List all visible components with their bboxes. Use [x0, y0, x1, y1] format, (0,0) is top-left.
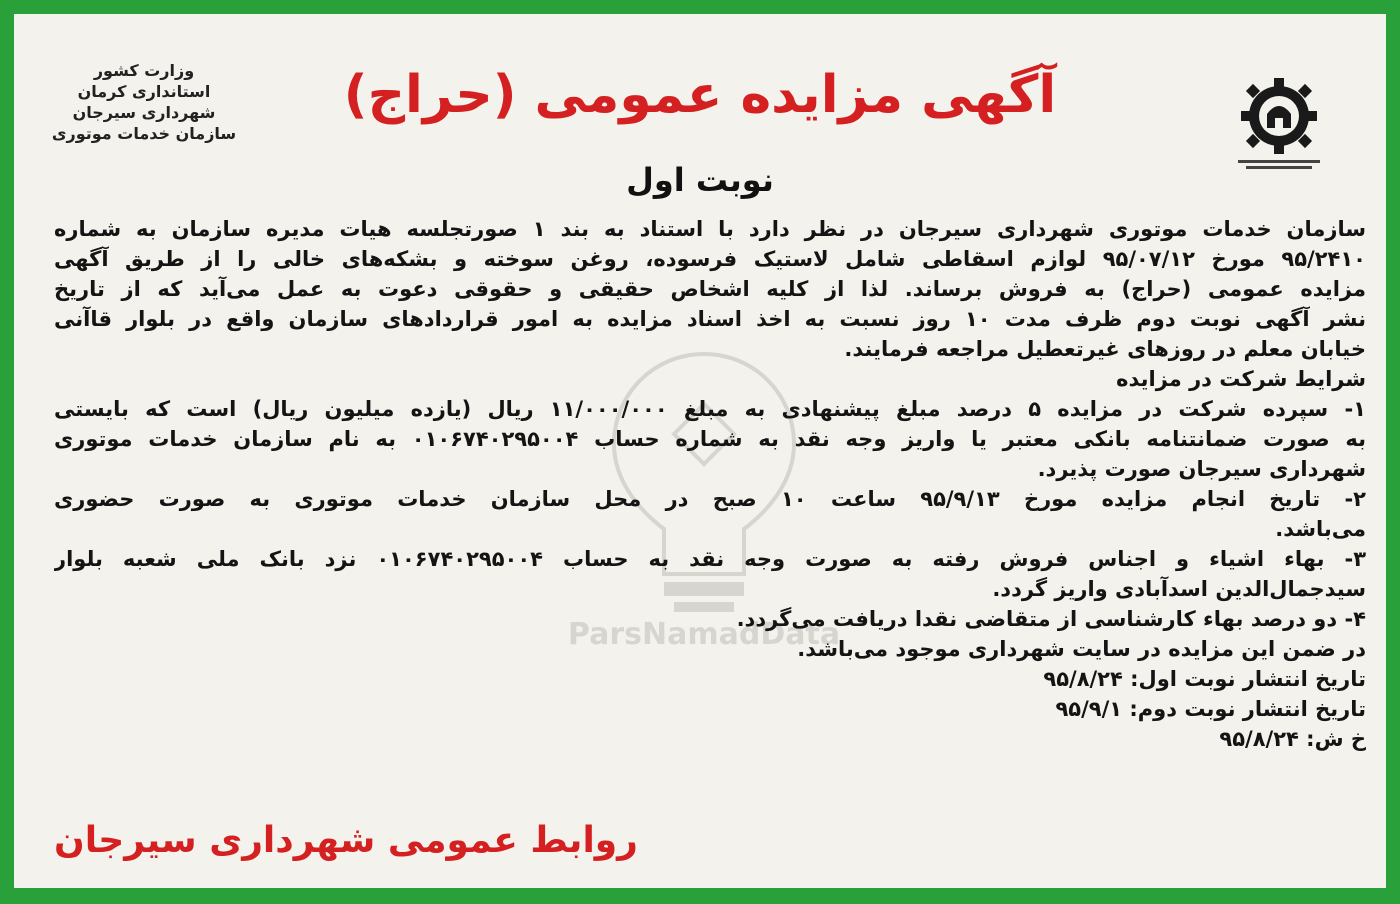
notice-round: نوبت اول [626, 161, 774, 199]
notice-body [54, 214, 1366, 754]
reference-code: خ ش: ۹۵/۸/۲۴ [1219, 727, 1366, 751]
condition-item: ۴- دو درصد بهاء کارشناسی از متقاضی نقدا دریافت می‌گردد. [736, 607, 1366, 631]
condition-item: ۲- تاریخ انجام مزایده مورخ ۹۵/۹/۱۳ ساعت ۱۰ صبح در محل سازمان خدمات موتوری به صورت حضوری [54, 487, 1366, 511]
ministry-line: وزارت کشور [93, 61, 195, 80]
second-publish-date: تاریخ انتشار نوبت دوم: ۹۵/۹/۱ [1055, 697, 1366, 721]
condition-item: ۱- سپرده شرکت در مزایده ۵ درصد مبلغ پیشنهادی به مبلغ ۱۱/۰۰۰/۰۰۰ ریال (یازده میلیون ریال) است که بایستی [54, 397, 1366, 421]
body-line: سازمان خدمات موتوری شهرداری سیرجان در نظر دارد با استناد به بند ۱ صورتجلسه هیات مدیره سازمان به شماره [54, 217, 1366, 241]
conditions-heading: شرایط شرکت در مزایده [1116, 367, 1366, 391]
condition-item: شهرداری سیرجان صورت پذیرد. [1037, 457, 1366, 481]
ministry-line: سازمان خدمات موتوری [51, 124, 237, 143]
first-publish-date: تاریخ انتشار نوبت اول: ۹۵/۸/۲۴ [1043, 667, 1366, 691]
body-line: ۹۵/۲۴۱۰ مورخ ۹۵/۰۷/۱۲ لوازم اسقاطی شامل لاستیک فرسوده، روغن سوخته و بشکه‌های خالی را از طریق آگهی [54, 247, 1366, 271]
condition-item: می‌باشد. [1275, 517, 1366, 541]
body-line: در ضمن این مزایده در سایت شهرداری موجود می‌باشد. [797, 637, 1366, 661]
condition-item: سیدجمال‌الدین اسدآبادی واریز گردد. [992, 577, 1366, 601]
ministry-line: شهرداری سیرجان [72, 103, 216, 122]
body-line: مزایده عمومی (حراج) به فروش برساند. لذا از کلیه اشخاص حقیقی و حقوقی دعوت به عمل می‌آید که از تاریخ [54, 277, 1366, 301]
body-line: نشر آگهی نوبت دوم ظرف مدت ۱۰ روز نسبت به اخذ اسناد مزایده به امور قراردادهای سازمان واقع در بلوار قاآنی [54, 307, 1366, 331]
condition-item: ۳- بهاء اشیاء و اجناس فروش رفته به صورت وجه نقد به حساب ۰۱۰۶۷۴۰۲۹۵۰۰۴ نزد بانک ملی شعبه بلوار [54, 547, 1366, 571]
ministry-header [44, 60, 244, 144]
page-title: آگهی مزایده عمومی (حراج) [343, 65, 1057, 125]
watermark-brand: ParsNamadData [567, 617, 841, 652]
ministry-line: استانداری کرمان [77, 82, 211, 101]
gear-building-emblem-icon [1224, 76, 1334, 172]
body-line: خیابان معلم در روزهای غیرتعطیل مراجعه فرمایند. [844, 337, 1366, 361]
advertisement-paper [14, 14, 1386, 888]
signature: روابط عمومی شهرداری سیرجان [54, 820, 638, 861]
condition-item: به صورت ضمانتنامه بانکی معتبر یا واریز وجه نقد به شماره حساب ۰۱۰۶۷۴۰۲۹۵۰۰۴ به نام سازمان خدمات موتوری [54, 427, 1366, 451]
